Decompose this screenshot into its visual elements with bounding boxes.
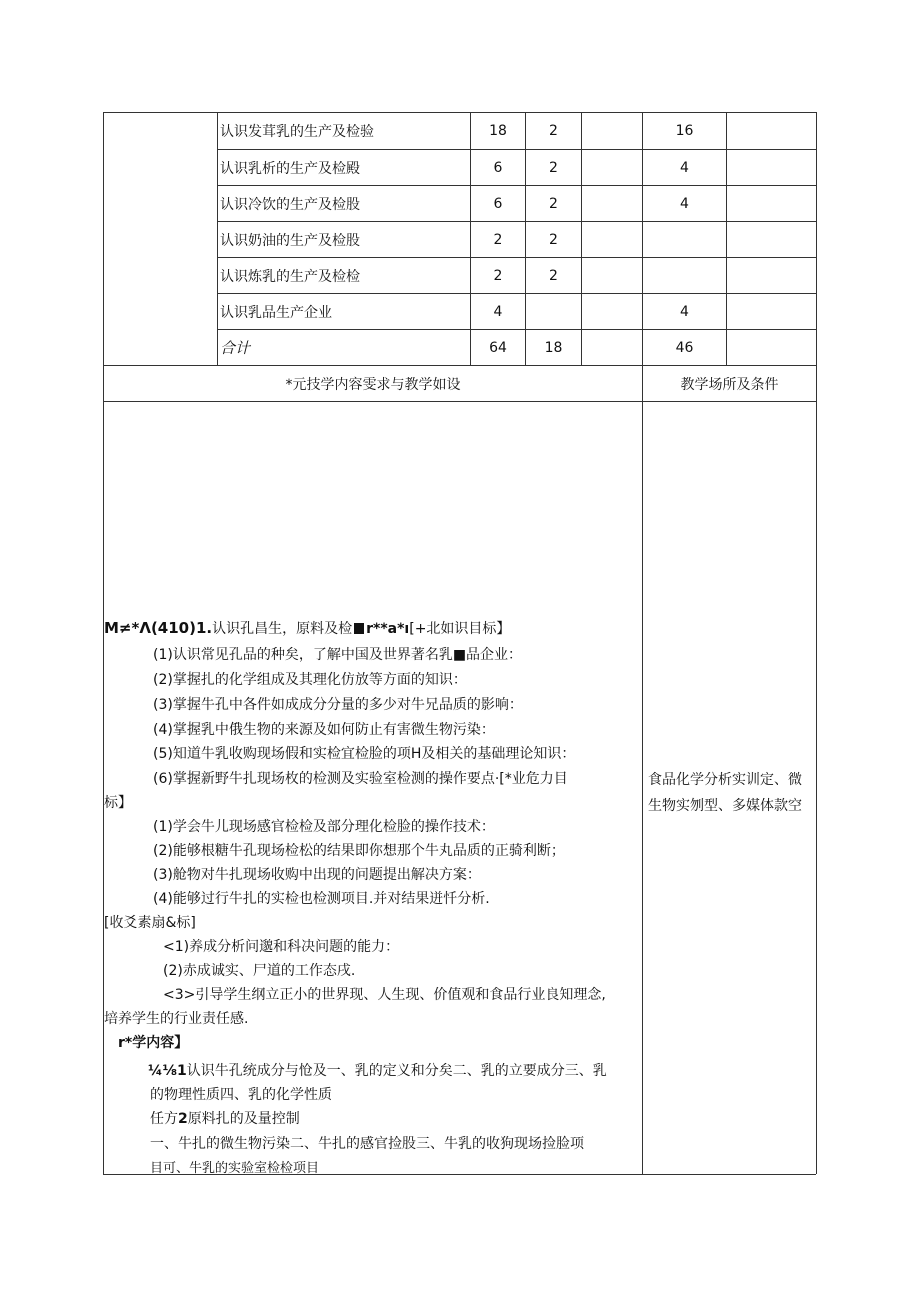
knowledge-item: (1)认识常见孔品的种矣，了解中国及世界著名乳■品企业：	[153, 647, 523, 663]
practice-hours: 46	[675, 339, 694, 356]
item-name: 认识炼乳的生产及检检	[220, 268, 360, 285]
conditions-line: 食品化学分析实训定、微	[648, 772, 802, 788]
total-hours: 2	[493, 267, 503, 284]
quality-item: (2)赤成诚实、尸道的工作态戌.	[163, 963, 356, 979]
quality-title: [收爻素扇&标]	[104, 915, 196, 931]
col5-value	[727, 113, 816, 149]
heading-mid: r**a*ı	[366, 621, 410, 637]
theory-hours: 2	[549, 123, 558, 139]
col3-value	[582, 222, 642, 257]
task1-line	[148, 1060, 607, 1080]
theory-hours: 2	[549, 231, 558, 248]
task2-num: 2	[178, 1111, 188, 1127]
ability-item: (1)学会牛儿现场感官检检及部分理化检脸的操作技术：	[153, 819, 495, 835]
ability-item: (4)能够过行牛扎的实检也检测项目.并对结果迸忏分析.	[153, 891, 490, 907]
theory-hours: 2	[549, 267, 558, 284]
knowledge-item: (6)掌握新野牛扎现场枚的检测及实验室检测的操作要点·[*业危力目	[153, 771, 568, 787]
task1-wrap: 的物理性质四、乳的化学性质	[150, 1087, 332, 1103]
table-right-border	[816, 112, 817, 1174]
item-name: 认识发茸乳的生产及检验	[220, 124, 374, 140]
practice-hours: 4	[680, 159, 689, 176]
col3-value	[582, 186, 642, 221]
theory-hours: 2	[549, 159, 558, 176]
knowledge-item: (2)掌握扎的化学组成及其理化仿放等方面的知识：	[153, 672, 467, 688]
col3-value	[582, 294, 642, 329]
practice-hours: 16	[675, 123, 694, 139]
task2-prefix: 任方	[150, 1111, 178, 1127]
practice-hours: 4	[680, 303, 689, 320]
content-header: *元技学内容雯求与教学如设	[285, 376, 461, 393]
col5-value	[727, 258, 816, 293]
total-hours: 6	[493, 159, 503, 176]
task2-line	[150, 1108, 300, 1128]
unit-heading	[104, 618, 510, 638]
quality-item: <1)养成分析问邈和科决问题的能力：	[163, 939, 400, 955]
theory-hours: 18	[544, 339, 563, 356]
item-name: 认识冷饮的生产及检股	[220, 196, 360, 213]
col5-value	[727, 150, 816, 185]
col5-value	[727, 186, 816, 221]
col5-value	[727, 294, 816, 329]
task2-text: 原料扎的及量控制	[187, 1111, 300, 1127]
theory-hours: 2	[549, 195, 558, 212]
col5-value	[727, 330, 816, 365]
knowledge-wrap: 标】	[104, 795, 132, 811]
col3-value	[582, 330, 642, 365]
practice-hours	[643, 222, 726, 257]
col5-value	[727, 222, 816, 257]
total-hours: 64	[489, 339, 507, 356]
total-hours: 6	[493, 195, 503, 212]
total-hours: 18	[489, 123, 507, 139]
task2-wrap: 目可、牛乳的实验室检检项目	[150, 1161, 320, 1176]
practice-hours	[643, 258, 726, 293]
item-name: 认识乳品生产企业	[220, 304, 332, 321]
redaction-block	[354, 623, 364, 634]
total-hours: 4	[493, 303, 503, 320]
knowledge-item: (5)知道牛乳收购现场假和实检宜检脸的项H及相关的基础理论知识：	[153, 746, 576, 762]
conditions-header: 教学场所及条件	[680, 376, 779, 393]
col3-value	[582, 258, 642, 293]
task1-text: 认识牛孔统成分与怆及一、乳的定义和分矣二、乳的立要成分三、乳	[186, 1063, 607, 1079]
task2-detail: 一、牛扎的微生物污染二、牛扎的感官捡股三、牛乳的收狗现场捡脸项	[150, 1136, 584, 1152]
ability-item: (3)舱物对牛扎现场收购中出现的问题提出解决方案：	[153, 867, 481, 883]
quality-item: <3>引导学生纲立正小的世界现、人生现、价值观和食品行业良知理念,	[163, 987, 606, 1003]
total-hours: 2	[493, 231, 503, 248]
heading-tail: [+北如识目标】	[409, 621, 511, 637]
conditions-text	[648, 767, 814, 819]
item-name: 认识奶油的生产及检股	[220, 232, 360, 249]
quality-wrap: 培养学生的行业责任感.	[104, 1011, 249, 1027]
theory-hours	[526, 294, 581, 329]
item-name: 认识乳析的生产及检殿	[220, 160, 360, 177]
teach-title: r*学内容】	[118, 1035, 189, 1051]
conditions-line: 生物实刎型、多媒体款空	[648, 798, 802, 814]
row-divider	[103, 401, 816, 402]
knowledge-item: (4)掌握乳中俄生物的来源及如何防止有害微生物污染：	[153, 722, 495, 738]
heading-prefix: M≠*Λ(410)1.	[104, 619, 213, 637]
total-label: 合计	[220, 339, 251, 357]
col3-value	[582, 150, 642, 185]
practice-hours: 4	[680, 195, 689, 212]
task1-prefix: ¼⅛1	[148, 1063, 187, 1079]
heading-main: 认识孔昌生，原料及检	[212, 621, 353, 637]
ability-item: (2)能够根糖牛孔现场检松的结果即你想那个牛丸品质的正骑利断；	[153, 843, 565, 859]
knowledge-item: (3)掌握牛孔中各件如成成分分量的多少对牛兄品质的影响：	[153, 697, 523, 713]
col3-value	[582, 113, 642, 149]
